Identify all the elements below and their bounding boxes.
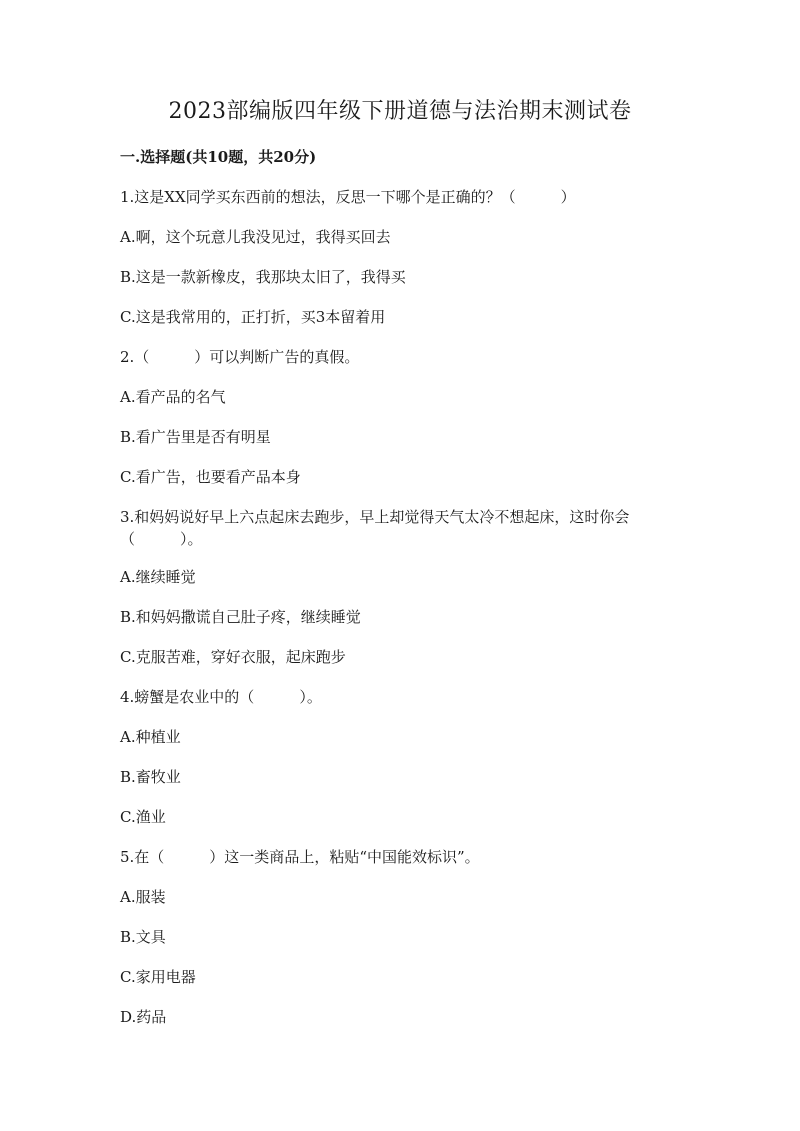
question-3-stem-line-2: （ ）。	[120, 530, 203, 548]
page-title: 2023部编版四年级下册道德与法治期末测试卷	[168, 99, 632, 124]
section-heading: 一.选择题(共10题，共20分)	[120, 148, 317, 166]
question-2-option-a: A.看产品的名气	[120, 388, 226, 406]
question-4-stem: 4.螃蟹是农业中的（ ）。	[120, 688, 322, 706]
question-1-option-a: A.啊，这个玩意儿我没见过，我得买回去	[120, 228, 391, 246]
question-5-option-d: D.药品	[120, 1008, 167, 1026]
question-2-option-c: C.看广告，也要看产品本身	[120, 468, 301, 486]
question-1-stem: 1.这是XX同学买东西前的想法，反思一下哪个是正确的？（ ）	[120, 188, 576, 206]
question-5-option-a: A.服装	[120, 888, 166, 906]
question-5-stem: 5.在（ ）这一类商品上，粘贴“中国能效标识”。	[120, 848, 480, 866]
question-3-stem-line-1: 3.和妈妈说好早上六点起床去跑步，早上却觉得天气太冷不想起床，这时你会	[120, 508, 630, 526]
question-1-option-b: B.这是一款新橡皮，我那块太旧了，我得买	[120, 268, 406, 286]
question-3-option-a: A.继续睡觉	[120, 568, 196, 586]
question-3-option-b: B.和妈妈撒谎自己肚子疼，继续睡觉	[120, 608, 361, 626]
question-2-stem: 2.（ ）可以判断广告的真假。	[120, 348, 360, 366]
question-4-option-b: B.畜牧业	[120, 768, 181, 786]
question-2-option-b: B.看广告里是否有明星	[120, 428, 271, 446]
question-3-option-c: C.克服苦难，穿好衣服，起床跑步	[120, 648, 346, 666]
question-1-option-c: C.这是我常用的，正打折，买3本留着用	[120, 308, 386, 326]
question-4-option-c: C.渔业	[120, 808, 166, 826]
question-4-option-a: A.种植业	[120, 728, 181, 746]
question-5-option-b: B.文具	[120, 928, 166, 946]
question-3-stem	[120, 506, 680, 550]
question-5-option-c: C.家用电器	[120, 968, 196, 986]
